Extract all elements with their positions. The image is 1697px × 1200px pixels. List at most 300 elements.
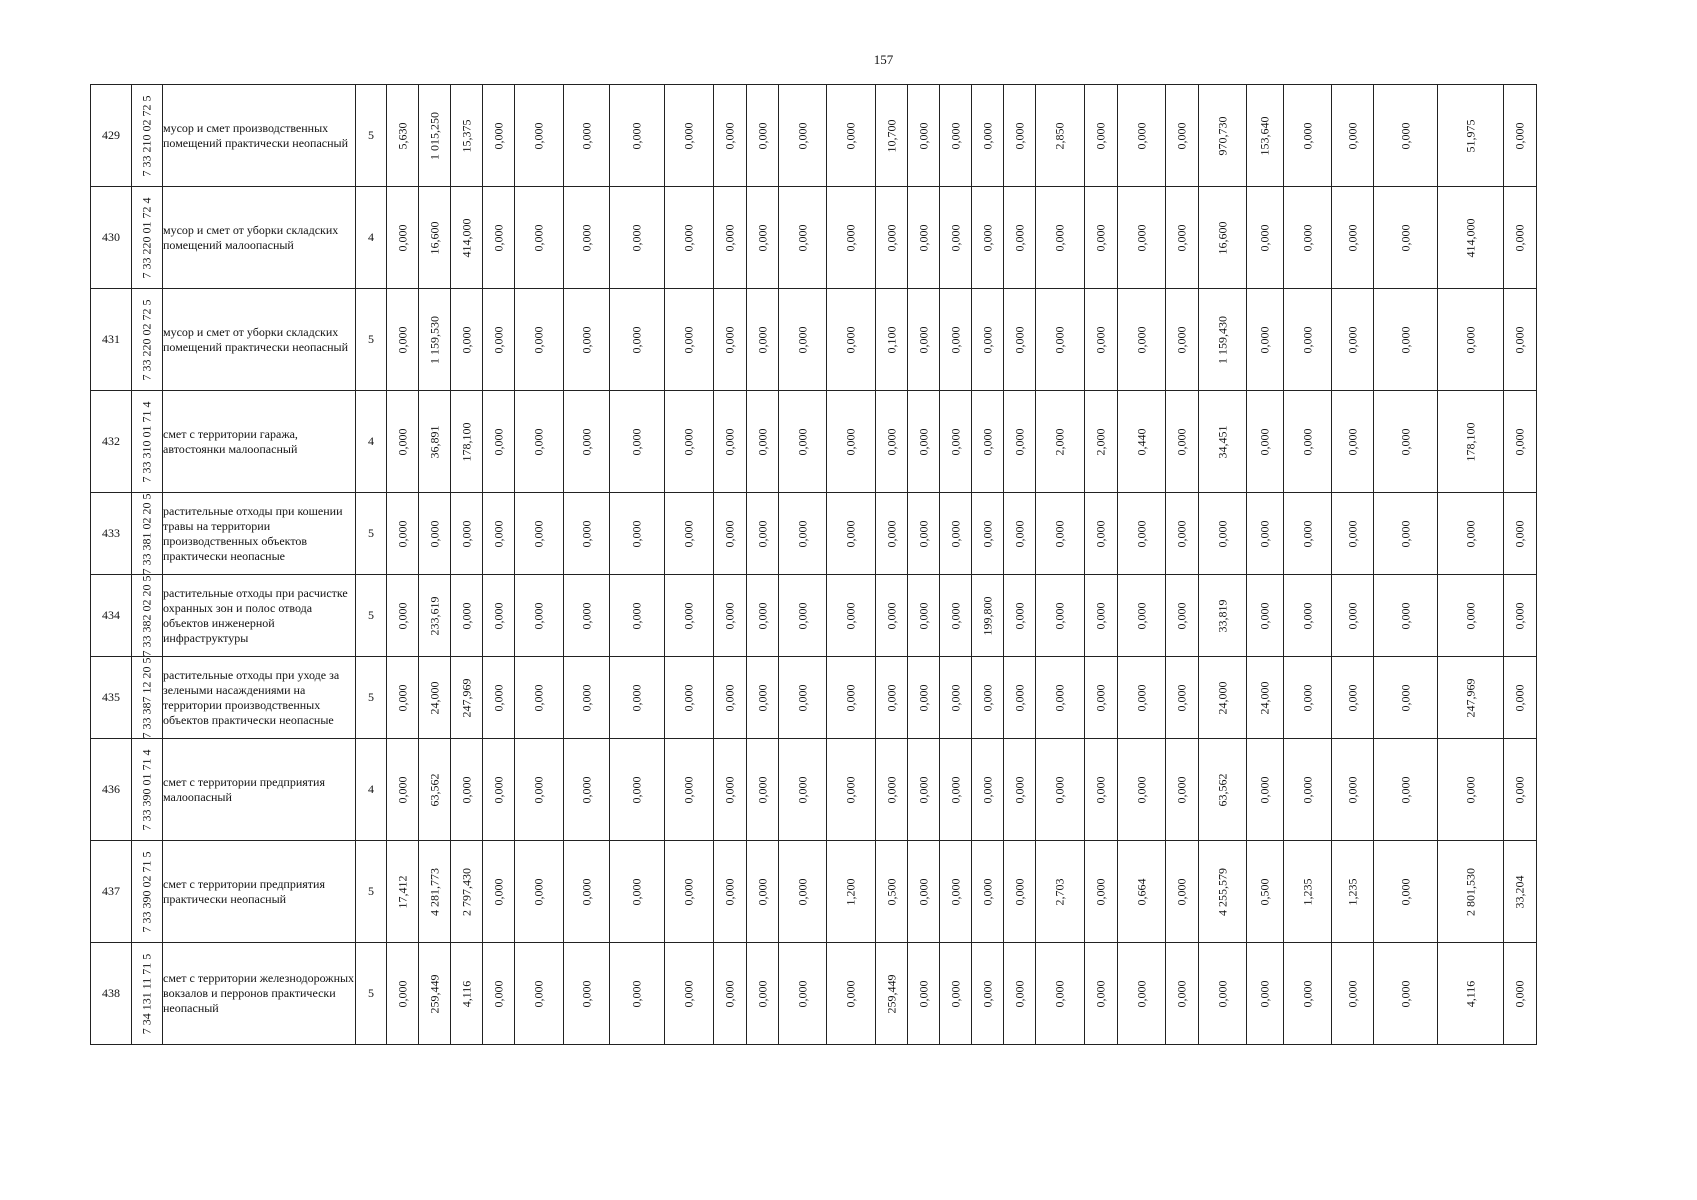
value-cell-text: 0,000: [629, 224, 644, 251]
value-cell: [387, 841, 419, 943]
value-cell-text: 0,000: [1512, 224, 1527, 251]
value-cell-text: 0,000: [459, 776, 473, 803]
value-cell-text: 0,000: [1174, 428, 1189, 455]
value-cell: [1374, 493, 1438, 575]
value-cell-text: 0,000: [916, 428, 930, 455]
value-cell-text: 0,000: [795, 684, 809, 711]
value-cell: [876, 493, 908, 575]
value-cell: [1166, 657, 1199, 739]
value-cell-text: 0,000: [795, 602, 809, 629]
value-cell-text: 0,000: [884, 520, 898, 547]
value-cell-text: 0,000: [722, 428, 737, 455]
value-cell-text: 0,000: [629, 122, 644, 149]
value-cell-text: 0,000: [884, 224, 898, 251]
value-cell-text: 247,969: [1463, 678, 1477, 717]
value-cell: [1004, 289, 1036, 391]
value-cell: [419, 841, 451, 943]
value-cell-text: 0,000: [1398, 878, 1412, 905]
value-cell: [1199, 841, 1247, 943]
value-cell-text: 0,000: [491, 428, 505, 455]
value-cell-text: 0,000: [1134, 122, 1148, 149]
value-cell: [665, 657, 714, 739]
value-cell-text: 0,000: [531, 684, 546, 711]
value-cell-text: 0,000: [1174, 326, 1189, 353]
waste-code: [132, 739, 163, 841]
value-cell: [1247, 841, 1284, 943]
value-cell-text: 233,619: [427, 596, 441, 635]
value-cell-text: 0,000: [1093, 776, 1108, 803]
value-cell-text: 0,000: [795, 224, 809, 251]
waste-code-text: 7 34 131 11 71 5: [139, 953, 154, 1034]
value-cell: [1504, 739, 1537, 841]
value-cell-text: 0,000: [1093, 520, 1108, 547]
waste-code: [132, 493, 163, 575]
value-cell: [1118, 841, 1166, 943]
value-cell-text: 0,000: [948, 602, 962, 629]
value-cell-text: 0,000: [681, 224, 696, 251]
value-cell-text: 199,800: [980, 596, 994, 635]
value-cell: [1085, 187, 1118, 289]
value-cell-text: 0,000: [795, 122, 809, 149]
value-cell: [1199, 657, 1247, 739]
value-cell-text: 0,000: [531, 602, 546, 629]
value-cell: [451, 187, 483, 289]
value-cell: [483, 575, 515, 657]
value-cell: [1166, 391, 1199, 493]
value-cell-text: 0,000: [531, 224, 546, 251]
waste-name: смет с территории предприятия малоопасный: [163, 739, 356, 841]
value-cell-text: 0,000: [843, 776, 858, 803]
value-cell: [1438, 739, 1504, 841]
value-cell-text: 0,000: [1134, 326, 1148, 353]
value-cell-text: 0,000: [395, 776, 409, 803]
value-cell-text: 0,000: [1093, 122, 1108, 149]
value-cell: [1118, 575, 1166, 657]
value-cell-text: 2 797,430: [459, 867, 473, 916]
value-cell: [1247, 657, 1284, 739]
value-cell-text: 0,000: [579, 980, 593, 1007]
waste-code: [132, 841, 163, 943]
value-cell-text: 0,000: [1012, 428, 1026, 455]
value-cell: [451, 739, 483, 841]
waste-code: [132, 575, 163, 657]
row-number: 429: [91, 85, 132, 187]
value-cell-text: 0,000: [795, 776, 809, 803]
value-cell-text: 0,000: [755, 224, 769, 251]
value-cell: [419, 187, 451, 289]
value-cell: [451, 391, 483, 493]
value-cell: [972, 391, 1004, 493]
value-cell-text: 0,000: [1300, 520, 1314, 547]
value-cell-text: 0,000: [1345, 122, 1359, 149]
value-cell: [1166, 289, 1199, 391]
value-cell-text: 247,969: [459, 678, 473, 717]
value-cell: [1004, 187, 1036, 289]
value-cell: [1374, 739, 1438, 841]
value-cell-text: 0,000: [459, 326, 473, 353]
value-cell-text: 0,000: [722, 224, 737, 251]
value-cell: [714, 657, 747, 739]
value-cell: [1199, 391, 1247, 493]
value-cell-text: 33,204: [1512, 875, 1527, 908]
value-cell-text: 0,000: [681, 878, 696, 905]
value-cell-text: 0,000: [1300, 122, 1314, 149]
waste-name: мусор и смет производственных помещений практически неопасный: [163, 85, 356, 187]
waste-name: мусор и смет от уборки складских помещений малоопасный: [163, 187, 356, 289]
value-cell: [1374, 657, 1438, 739]
value-cell: [779, 841, 827, 943]
value-cell-text: 0,000: [629, 520, 644, 547]
value-cell: [1247, 391, 1284, 493]
value-cell: [779, 493, 827, 575]
value-cell: [1438, 575, 1504, 657]
value-cell-text: 0,000: [1012, 776, 1026, 803]
value-cell: [387, 187, 419, 289]
value-cell-text: 0,000: [1093, 602, 1108, 629]
value-cell-text: 0,000: [1174, 602, 1189, 629]
value-cell-text: 0,500: [1257, 878, 1272, 905]
value-cell-text: 0,000: [1398, 684, 1412, 711]
value-cell-text: 0,000: [1215, 980, 1229, 1007]
value-cell-text: 0,000: [980, 326, 994, 353]
value-cell: [1284, 187, 1332, 289]
value-cell-text: 0,000: [1345, 520, 1359, 547]
value-cell-text: 24,000: [1215, 681, 1229, 714]
value-cell-text: 0,000: [755, 428, 769, 455]
value-cell-text: 1,235: [1300, 878, 1314, 905]
value-cell: [515, 289, 564, 391]
value-cell-text: 0,000: [948, 326, 962, 353]
value-cell: [515, 575, 564, 657]
value-cell-text: 0,000: [1093, 224, 1108, 251]
value-cell-text: 0,000: [1345, 602, 1359, 629]
value-cell: [714, 841, 747, 943]
value-cell: [1374, 391, 1438, 493]
value-cell-text: 4 281,773: [427, 867, 441, 916]
value-cell: [1438, 391, 1504, 493]
value-cell: [1085, 739, 1118, 841]
value-cell: [564, 493, 610, 575]
value-cell: [610, 289, 665, 391]
value-cell: [747, 575, 779, 657]
value-cell: [1374, 841, 1438, 943]
value-cell: [1284, 575, 1332, 657]
value-cell: [972, 187, 1004, 289]
value-cell: [1118, 739, 1166, 841]
waste-name: растительные отходы при расчистке охранных зон и полос отвода объектов инженерной инфраструктуры: [163, 575, 356, 657]
waste-code: [132, 85, 163, 187]
value-cell: [747, 841, 779, 943]
value-cell: [1332, 289, 1374, 391]
value-cell: [1004, 739, 1036, 841]
value-cell-text: 0,000: [629, 428, 644, 455]
value-cell: [387, 493, 419, 575]
value-cell: [1332, 493, 1374, 575]
hazard-class: 4: [356, 391, 387, 493]
value-cell-text: 0,000: [1300, 428, 1314, 455]
value-cell-text: 0,000: [1512, 326, 1527, 353]
value-cell: [972, 85, 1004, 187]
value-cell: [940, 391, 972, 493]
value-cell: [1118, 187, 1166, 289]
value-cell-text: 0,000: [629, 326, 644, 353]
value-cell-text: 414,000: [459, 218, 473, 257]
value-cell-text: 0,000: [916, 602, 930, 629]
value-cell: [1374, 187, 1438, 289]
value-cell-text: 0,000: [579, 602, 593, 629]
value-cell-text: 0,000: [1345, 224, 1359, 251]
value-cell-text: 0,000: [1052, 520, 1067, 547]
value-cell-text: 0,000: [579, 224, 593, 251]
value-cell: [1438, 187, 1504, 289]
value-cell-text: 0,000: [795, 428, 809, 455]
value-cell: [1036, 943, 1085, 1045]
value-cell-text: 0,000: [459, 520, 473, 547]
value-cell: [1374, 575, 1438, 657]
value-cell: [1036, 187, 1085, 289]
table-row: [91, 187, 1537, 289]
value-cell-text: 0,000: [948, 878, 962, 905]
value-cell: [714, 289, 747, 391]
value-cell-text: 0,000: [1398, 224, 1412, 251]
value-cell: [483, 187, 515, 289]
value-cell: [419, 289, 451, 391]
value-cell-text: 0,000: [948, 224, 962, 251]
row-number: 434: [91, 575, 132, 657]
value-cell-text: 259,449: [884, 974, 898, 1013]
waste-name: мусор и смет от уборки складских помещений практически неопасный: [163, 289, 356, 391]
value-cell-text: 0,000: [843, 224, 858, 251]
value-cell: [1332, 85, 1374, 187]
value-cell: [1284, 289, 1332, 391]
value-cell-text: 4,116: [1463, 980, 1477, 1007]
value-cell: [1504, 575, 1537, 657]
value-cell: [1004, 391, 1036, 493]
hazard-class: 5: [356, 943, 387, 1045]
waste-name: растительные отходы при кошении травы на территории производственных объектов практически неопасные: [163, 493, 356, 575]
value-cell-text: 0,000: [1345, 776, 1359, 803]
value-cell: [714, 391, 747, 493]
value-cell: [714, 187, 747, 289]
value-cell: [1118, 943, 1166, 1045]
value-cell-text: 153,640: [1257, 116, 1272, 155]
hazard-class: 5: [356, 841, 387, 943]
value-cell: [1504, 841, 1537, 943]
value-cell: [1504, 85, 1537, 187]
value-cell: [1036, 391, 1085, 493]
value-cell-text: 0,000: [491, 684, 505, 711]
value-cell-text: 0,000: [1300, 326, 1314, 353]
value-cell: [714, 575, 747, 657]
waste-code: [132, 289, 163, 391]
value-cell: [972, 289, 1004, 391]
value-cell: [940, 943, 972, 1045]
value-cell-text: 0,000: [948, 520, 962, 547]
value-cell: [419, 739, 451, 841]
value-cell: [908, 187, 940, 289]
value-cell: [972, 575, 1004, 657]
value-cell: [1247, 187, 1284, 289]
value-cell: [665, 575, 714, 657]
value-cell: [387, 657, 419, 739]
value-cell: [827, 841, 876, 943]
value-cell: [419, 575, 451, 657]
hazard-class: 4: [356, 739, 387, 841]
value-cell: [1085, 391, 1118, 493]
value-cell: [1332, 391, 1374, 493]
value-cell-text: 0,000: [980, 980, 994, 1007]
value-cell-text: 0,000: [681, 776, 696, 803]
value-cell: [827, 657, 876, 739]
value-cell-text: 0,000: [395, 980, 409, 1007]
value-cell: [665, 187, 714, 289]
value-cell: [387, 391, 419, 493]
value-cell: [1166, 739, 1199, 841]
value-cell-text: 0,000: [1052, 326, 1067, 353]
value-cell-text: 17,412: [395, 875, 409, 908]
value-cell-text: 0,000: [395, 326, 409, 353]
value-cell-text: 0,000: [1093, 878, 1108, 905]
value-cell-text: 0,000: [795, 878, 809, 905]
value-cell: [1085, 575, 1118, 657]
value-cell-text: 0,440: [1134, 428, 1148, 455]
value-cell: [483, 85, 515, 187]
value-cell-text: 0,000: [1174, 224, 1189, 251]
value-cell: [483, 289, 515, 391]
value-cell: [1199, 739, 1247, 841]
value-cell: [451, 289, 483, 391]
value-cell-text: 0,000: [1012, 326, 1026, 353]
value-cell-text: 0,000: [980, 878, 994, 905]
value-cell-text: 0,000: [795, 326, 809, 353]
value-cell: [1036, 493, 1085, 575]
value-cell: [779, 187, 827, 289]
value-cell: [1247, 289, 1284, 391]
value-cell: [1166, 943, 1199, 1045]
value-cell-text: 0,000: [629, 878, 644, 905]
value-cell: [714, 739, 747, 841]
value-cell-text: 0,000: [1257, 224, 1272, 251]
table-row: [91, 289, 1537, 391]
value-cell: [1085, 657, 1118, 739]
value-cell: [1332, 841, 1374, 943]
value-cell-text: 0,000: [579, 878, 593, 905]
value-cell: [387, 85, 419, 187]
value-cell-text: 0,000: [459, 602, 473, 629]
value-cell: [515, 391, 564, 493]
hazard-class: 5: [356, 657, 387, 739]
value-cell: [387, 943, 419, 1045]
value-cell-text: 0,000: [1512, 602, 1527, 629]
value-cell-text: 0,000: [948, 684, 962, 711]
value-cell-text: 34,451: [1215, 425, 1229, 458]
value-cell: [1332, 739, 1374, 841]
value-cell-text: 0,000: [681, 326, 696, 353]
value-cell: [515, 85, 564, 187]
value-cell: [779, 943, 827, 1045]
value-cell: [665, 85, 714, 187]
value-cell: [564, 739, 610, 841]
value-cell: [1504, 493, 1537, 575]
value-cell-text: 0,000: [980, 122, 994, 149]
value-cell-text: 0,000: [722, 520, 737, 547]
value-cell: [387, 739, 419, 841]
value-cell: [564, 289, 610, 391]
value-cell-text: 0,000: [722, 684, 737, 711]
value-cell-text: 0,000: [579, 520, 593, 547]
waste-code: [132, 187, 163, 289]
value-cell: [451, 657, 483, 739]
value-cell-text: 0,000: [980, 520, 994, 547]
value-cell-text: 10,700: [884, 119, 898, 152]
value-cell-text: 0,000: [843, 684, 858, 711]
value-cell: [1118, 657, 1166, 739]
value-cell: [972, 943, 1004, 1045]
value-cell-text: 0,000: [1052, 980, 1067, 1007]
value-cell-text: 0,000: [681, 122, 696, 149]
value-cell: [1118, 289, 1166, 391]
value-cell-text: 0,000: [531, 520, 546, 547]
value-cell: [972, 841, 1004, 943]
value-cell: [1504, 289, 1537, 391]
waste-code-text: 7 33 220 01 72 4: [139, 197, 154, 278]
value-cell-text: 0,000: [1398, 122, 1412, 149]
value-cell-text: 0,000: [491, 224, 505, 251]
value-cell: [610, 943, 665, 1045]
value-cell-text: 4,116: [459, 980, 473, 1007]
value-cell-text: 0,000: [916, 776, 930, 803]
value-cell-text: 0,000: [579, 122, 593, 149]
value-cell: [827, 575, 876, 657]
value-cell-text: 0,000: [1512, 684, 1527, 711]
hazard-class: 5: [356, 85, 387, 187]
value-cell: [876, 187, 908, 289]
value-cell-text: 0,000: [491, 122, 505, 149]
value-cell: [515, 943, 564, 1045]
value-cell-text: 0,000: [1012, 520, 1026, 547]
value-cell: [1004, 493, 1036, 575]
value-cell-text: 0,000: [579, 776, 593, 803]
value-cell: [779, 575, 827, 657]
value-cell: [1504, 187, 1537, 289]
value-cell-text: 0,000: [1257, 326, 1272, 353]
value-cell-text: 0,000: [980, 684, 994, 711]
value-cell-text: 0,000: [948, 122, 962, 149]
value-cell: [779, 85, 827, 187]
value-cell-text: 0,000: [722, 878, 737, 905]
value-cell: [876, 289, 908, 391]
waste-code: [132, 943, 163, 1045]
value-cell: [1284, 657, 1332, 739]
value-cell: [1118, 493, 1166, 575]
value-cell: [1166, 575, 1199, 657]
value-cell-text: 0,000: [681, 602, 696, 629]
value-cell: [610, 85, 665, 187]
value-cell-text: 0,000: [884, 428, 898, 455]
value-cell: [387, 289, 419, 391]
value-cell: [1166, 841, 1199, 943]
value-cell-text: 2,703: [1052, 878, 1067, 905]
value-cell: [1504, 391, 1537, 493]
value-cell: [1284, 841, 1332, 943]
table-row: [91, 657, 1537, 739]
waste-table: [90, 84, 1537, 1045]
value-cell-text: 0,000: [843, 428, 858, 455]
value-cell-text: 178,100: [1463, 422, 1477, 461]
value-cell: [1284, 493, 1332, 575]
value-cell-text: 259,449: [427, 974, 441, 1013]
value-cell-text: 0,000: [1012, 684, 1026, 711]
